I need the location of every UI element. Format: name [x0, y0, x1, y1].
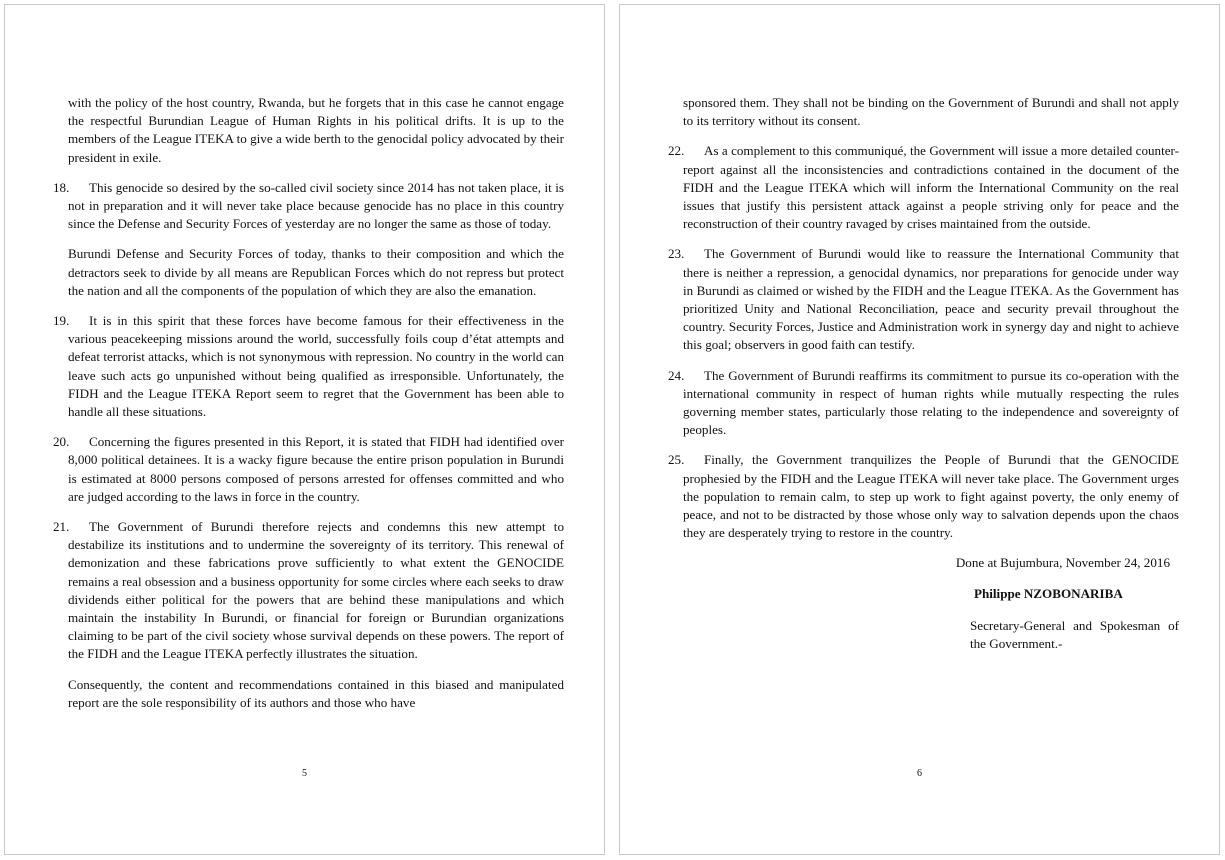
page-number: 5 [302, 768, 307, 779]
paragraph-19 [53, 312, 564, 421]
page-6-content [668, 94, 1179, 653]
paragraph-18-continued: Burundi Defense and Security Forces of today, thanks to their composition and which the detractors seek to divide by all means are Republican Forces which do not repress but protect the nation and all the components of the population of which they are also the emanation. [68, 246, 564, 298]
paragraph-number: 25. [668, 452, 685, 468]
paragraph-21 [53, 518, 564, 664]
paragraph-continued: with the policy of the host country, Rwanda, but he forgets that in this case he cannot engage the respectful Burundian League of Human Rights in his political drifts. It is up to the members of the League ITEKA to give a wide berth to the genocidal policy advocated by their president in exile. [68, 95, 564, 165]
paragraph-number: 24. [668, 367, 685, 383]
page-number: 6 [917, 768, 922, 779]
document-page-6 [619, 4, 1220, 855]
paragraph-text: The Government of Burundi reaffirms its commitment to pursue its co-operation with the international community in respect of human rights while mutually respecting the rules governing member states, particularly those relating to the independence and sovereignty of peoples. [683, 367, 1179, 438]
paragraph-20 [53, 433, 564, 506]
paragraph-number: 21. [53, 519, 70, 535]
paragraph-number: 18. [53, 179, 70, 195]
paragraph-number: 19. [53, 313, 70, 329]
paragraph-text: The Government of Burundi therefore rejects and condemns this new attempt to destabilize its institutions and to undermine the sovereignty of its territory. This renewal of demonization and these fabrications prove sufficiently to what extent the GENOCIDE remains a real obsession and a business opportunity for some circles where each seeks to draw dividends either political for the powers that are behind these manipulations and which maintain the instability In Burundi, or financial for foreign or Burundian organizations claiming to be part of the civil society whose survival depends on these powers. The report of the FIDH and the League ITEKA perfectly illustrates the situation. [68, 519, 564, 662]
paragraph-25 [668, 451, 1179, 542]
paragraph-23 [668, 245, 1179, 354]
paragraph-continued: sponsored them. They shall not be binding on the Government of Burundi and shall not apply to its territory without its consent. [683, 95, 1179, 129]
paragraph-24 [668, 367, 1179, 440]
paragraph-18 [53, 179, 564, 234]
paragraph-text: It is in this spirit that these forces have become famous for their effectiveness in the various peacekeeping missions around the world, successfully foils coup d’état attempts and defeat terrorist attacks, which is not synonymous with repression. No country in the world can leave such acts go unpunished without being qualified as irresponsible. Unfortunately, the FIDH and the League ITEKA Report seem to regret that the Government has been able to handle all these situations. [68, 313, 564, 420]
page-5-content [53, 94, 564, 712]
signatory-name: Philippe NZOBONARIBA [974, 585, 1123, 601]
paragraph-text: As a complement to this communiqué, the Government will issue a more detailed counter-report against all the inconsistencies and contradictions contained in the document of the FIDH and the League ITEKA which will inform the International Community on the real issues that justify this persistent attack against a people striving only for peace and the reconstruction of their country ravaged by crises maintained from the outside. [683, 143, 1179, 232]
paragraph-text: Concerning the figures presented in this Report, it is stated that FIDH had identified over 8,000 political detainees. It is a wacky figure because the entire prison population in Burundi is estimated at 8000 persons composed of persons arrested for offenses committed and who are judged according to the laws in force in the country. [68, 434, 564, 504]
paragraph-22 [668, 142, 1179, 233]
signatory-title: Secretary-General and Spokesman of the Government.- [970, 617, 1179, 652]
paragraph-text: Finally, the Government tranquilizes the People of Burundi that the GENOCIDE prophesied by the FIDH and the League ITEKA will never take place. The Government urges the population to remain calm, to step up work to fight against poverty, the only enemy of peace, and not to be distracted by those whose only way to salvation depends upon the chaos they are desperately trying to restore in the country. [683, 452, 1179, 541]
paragraph-number: 23. [668, 246, 685, 262]
paragraph-21-continued: Consequently, the content and recommendations contained in this biased and manipulated report are the sole responsibility of its authors and those who have [68, 676, 564, 710]
signature-date: Done at Bujumbura, November 24, 2016 [955, 555, 1170, 571]
paragraph-number: 20. [53, 434, 70, 450]
paragraph-text: This genocide so desired by the so-called civil society since 2014 has not taken place, it is not in preparation and it will never take place because genocide has no place in this country since the Defense and Security Forces of yesterday are no longer the same as those of today. [68, 179, 564, 232]
document-page-5 [4, 4, 605, 855]
paragraph-number: 22. [668, 143, 685, 159]
paragraph-text: The Government of Burundi would like to reassure the International Community that there is neither a repression, a genocidal dynamics, nor preparations for genocide under way in Burundi as claimed or wished by the FIDH and the League ITEKA. As the Government has prioritized Unity and National Reconciliation, peace and security prevail throughout the country. Security Forces, Justice and Administration work in synergy day and night to achieve this goal; observers in good faith can testify. [683, 246, 1179, 353]
